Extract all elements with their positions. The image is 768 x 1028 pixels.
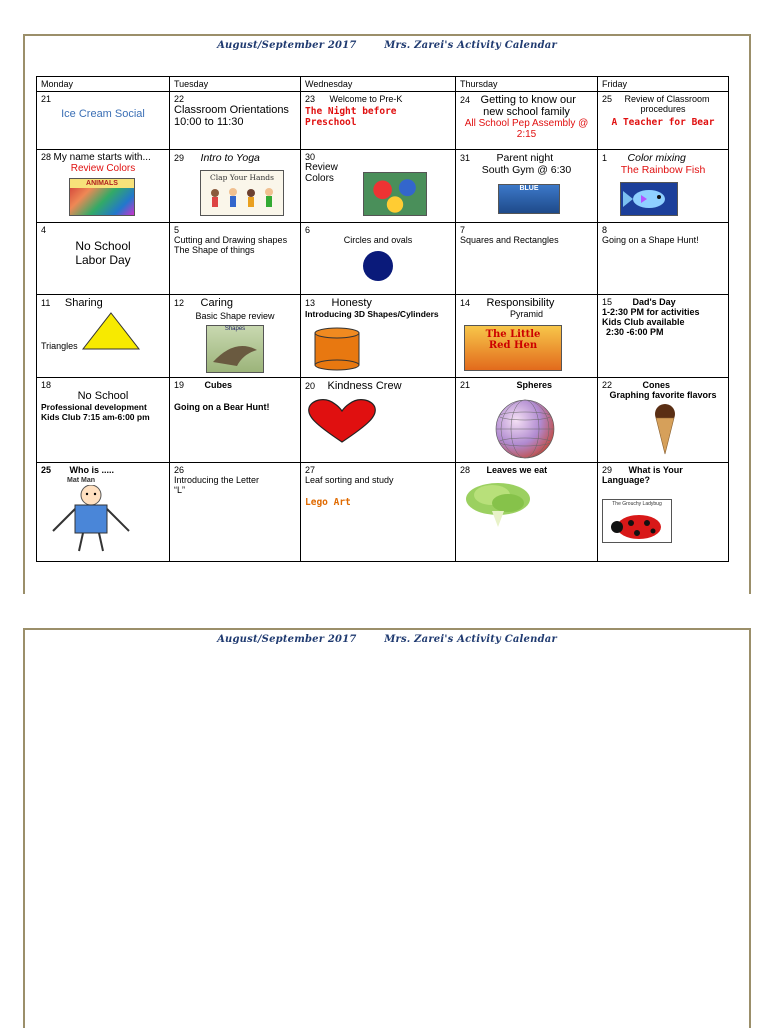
mat-man-icon: [47, 485, 137, 555]
event-text: Review: [305, 162, 338, 173]
day-cell: [456, 223, 598, 295]
day-cell: [456, 378, 598, 463]
week-row: [37, 463, 729, 562]
event-text: Review of Classroom: [624, 94, 710, 104]
day-cell: [456, 92, 598, 150]
day-header: Thursday: [456, 77, 598, 92]
event-text: What is Your: [628, 465, 683, 475]
week-row: [37, 378, 729, 463]
week-row: [37, 150, 729, 223]
day-cell: [37, 92, 170, 150]
book-title: Clap Your Hands: [210, 173, 274, 182]
kids-illustration-icon: [201, 183, 283, 213]
day-number: 14: [460, 298, 471, 308]
day-number: 28: [41, 152, 52, 162]
day-cell: [170, 92, 301, 150]
page-title: [25, 634, 749, 645]
event-text: The Night before Preschool: [305, 106, 397, 128]
shapes-book-image: [206, 325, 264, 373]
sphere-icon: [492, 398, 558, 460]
event-text: Caring: [200, 297, 233, 309]
week-row: [37, 223, 729, 295]
event-text: Getting to know our: [480, 94, 576, 106]
event-text: No School: [77, 390, 129, 402]
clap-your-hands-book-image: [200, 170, 284, 216]
event-text: Triangles: [41, 341, 78, 351]
day-number: 4: [41, 225, 47, 235]
little-red-hen-book-image: [464, 325, 562, 371]
calendar-page-2: [23, 628, 751, 1028]
event-text: Introducing 3D Shapes/Cylinders: [305, 309, 439, 319]
day-cell: [301, 295, 456, 378]
event-text: Professional development: [41, 402, 147, 412]
day-cell: [170, 223, 301, 295]
event-text: The Rainbow Fish: [620, 164, 706, 176]
book-title: Red Hen: [488, 340, 538, 351]
book-title: The Little: [485, 329, 541, 340]
day-cell: [456, 463, 598, 562]
event-text: Graphing favorite flavors: [609, 390, 717, 400]
day-cell: [37, 150, 170, 223]
day-cell: [170, 378, 301, 463]
colors-book-image: [363, 172, 427, 216]
cylinder-shape-icon: [313, 327, 361, 371]
day-cell: [37, 223, 170, 295]
title-calendar-name: Mrs. Zarei's Activity Calendar: [384, 634, 557, 645]
ladybug-icon: [603, 507, 671, 541]
book-title: The Grouchy Ladybug: [612, 501, 662, 507]
day-number: 21: [41, 94, 52, 104]
animals-book-image: [69, 178, 135, 216]
day-number: 19: [174, 380, 185, 390]
day-cell: [456, 150, 598, 223]
event-text: Who is .....: [69, 465, 115, 475]
mat-man-caption: Mat Man: [67, 477, 95, 484]
day-number: 12: [174, 298, 185, 308]
event-text: Language?: [602, 475, 651, 485]
event-text: Classroom Orientations: [174, 104, 289, 116]
day-cell: [170, 150, 301, 223]
day-header: Wednesday: [301, 77, 456, 92]
event-text: new school family: [483, 106, 570, 118]
day-number: 30: [305, 152, 316, 162]
day-number: 22: [174, 94, 185, 104]
day-cell: [598, 463, 729, 562]
event-text: My name starts with...: [53, 152, 151, 163]
week-row: [37, 295, 729, 378]
circle-shape-icon: [361, 249, 395, 283]
day-number: 15: [602, 297, 613, 307]
event-text: Color mixing: [627, 152, 686, 164]
grouchy-ladybug-book-image: [602, 499, 672, 543]
week-row: [37, 92, 729, 150]
day-header: Friday: [598, 77, 729, 92]
event-text: Kindness Crew: [327, 380, 402, 392]
book-title: ANIMALS: [70, 179, 134, 188]
day-number: 11: [41, 298, 51, 308]
day-number: 22: [602, 380, 613, 390]
day-cell: [301, 223, 456, 295]
day-number: 23: [305, 94, 316, 104]
day-number: 18: [41, 380, 52, 390]
event-text: Basic Shape review: [195, 311, 275, 321]
event-text: Introducing the Letter: [174, 475, 260, 485]
fish-icon: [621, 183, 677, 215]
day-cell: [301, 378, 456, 463]
lettuce-icon: [462, 477, 534, 529]
book-title: Shapes: [224, 326, 246, 332]
calendar-table: [36, 76, 729, 562]
event-text: Circles and ovals: [343, 235, 413, 245]
event-text: Honesty: [331, 297, 372, 309]
day-number: 26: [174, 465, 185, 475]
event-text: Kids Club available: [602, 317, 685, 327]
day-number: 8: [602, 225, 608, 235]
event-text: Welcome to Pre-K: [329, 94, 403, 104]
calendar-page-1: [23, 34, 751, 594]
day-number: 21: [460, 380, 471, 390]
day-cell: [598, 295, 729, 378]
day-number: 13: [305, 298, 316, 308]
event-text: All School Pep Assembly @: [464, 118, 589, 129]
ice-cream-cone-icon: [650, 402, 680, 456]
day-cell: [598, 378, 729, 463]
event-text: 2:15: [516, 129, 537, 140]
event-text: Parent night: [496, 152, 554, 164]
event-text: 10:00 to 11:30: [174, 116, 244, 128]
event-text: Sharing: [64, 297, 103, 309]
page-title: [25, 40, 749, 51]
event-text: Colors: [305, 173, 334, 184]
event-text: Ice Cream Social: [61, 108, 145, 120]
event-text: Spheres: [516, 380, 553, 390]
title-date: August/September 2017: [217, 40, 357, 51]
day-cell: [170, 463, 301, 562]
day-cell: [37, 295, 170, 378]
day-cell: [456, 295, 598, 378]
blue-book-image: [498, 184, 560, 214]
day-number: 1: [602, 153, 608, 163]
event-text: Review Colors: [70, 163, 136, 174]
day-number: 31: [460, 153, 471, 163]
event-text: Dad's Day: [632, 297, 676, 307]
day-cell: [598, 223, 729, 295]
day-cell: [598, 150, 729, 223]
header-row: [37, 77, 729, 92]
day-cell: [37, 378, 170, 463]
day-number: 20: [305, 381, 316, 391]
rainbow-fish-book-image: [620, 182, 678, 216]
day-cell: [598, 92, 729, 150]
day-cell: [170, 295, 301, 378]
day-cell: [301, 463, 456, 562]
event-text: The Shape of things: [174, 245, 255, 255]
event-text: Cubes: [204, 380, 233, 390]
event-text: No School: [75, 239, 131, 253]
event-text: procedures: [640, 104, 686, 114]
event-text: Squares and Rectangles: [460, 235, 559, 245]
event-text: 2:30 -6:00 PM: [606, 327, 664, 337]
day-cell: [37, 463, 170, 562]
title-calendar-name: Mrs. Zarei's Activity Calendar: [384, 40, 557, 51]
day-number: 29: [174, 153, 185, 163]
event-text: Labor Day: [75, 253, 131, 267]
day-number: 25: [602, 94, 613, 104]
day-cell: [301, 92, 456, 150]
event-text: Kids Club 7:15 am-6:00 pm: [41, 412, 150, 422]
day-number: 5: [174, 225, 180, 235]
event-text: 1-2:30 PM for activities: [602, 307, 700, 317]
event-text: Lego Art: [305, 497, 351, 508]
day-number: 24: [460, 95, 471, 105]
day-cell: [301, 150, 456, 223]
event-text: South Gym @ 6:30: [481, 164, 572, 176]
day-number: 27: [305, 465, 316, 475]
heart-icon: [305, 396, 379, 446]
day-number: 29: [602, 465, 613, 475]
event-text: Leaves we eat: [486, 465, 548, 475]
day-header: Tuesday: [170, 77, 301, 92]
event-text: Going on a Bear Hunt!: [174, 402, 270, 412]
event-text: A Teacher for Bear: [611, 117, 715, 128]
title-date: August/September 2017: [217, 634, 357, 645]
day-number: 28: [460, 465, 471, 475]
animal-illustration-icon: [207, 332, 263, 370]
event-text: Cutting and Drawing shapes: [174, 235, 288, 245]
event-text: “L”: [174, 485, 185, 495]
event-text: Cones: [642, 380, 671, 390]
event-text: Leaf sorting and study: [305, 475, 394, 485]
triangle-shape-icon: [79, 309, 143, 351]
day-number: 25: [41, 465, 52, 475]
event-text: Intro to Yoga: [200, 152, 260, 164]
event-text: Going on a Shape Hunt!: [602, 235, 699, 245]
event-text: Responsibility: [486, 297, 555, 309]
day-number: 7: [460, 225, 466, 235]
day-number: 6: [305, 225, 311, 235]
book-title: BLUE: [519, 185, 539, 192]
day-header: Monday: [37, 77, 170, 92]
event-text: Pyramid: [509, 309, 543, 319]
